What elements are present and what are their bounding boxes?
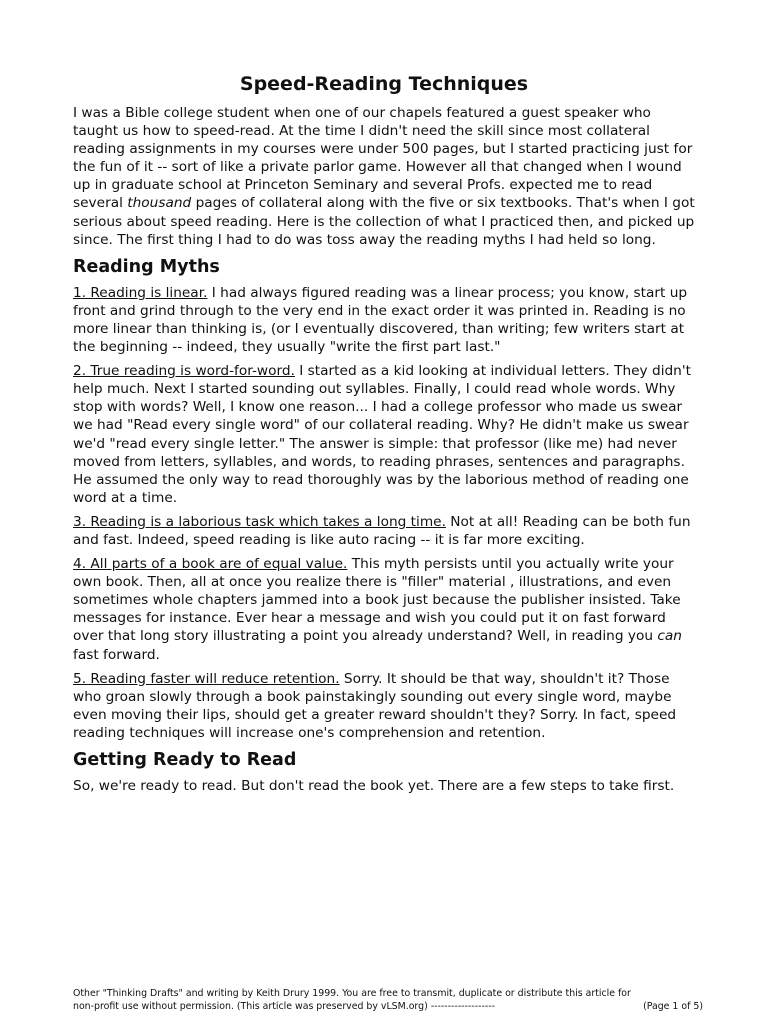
myth-1 (73, 284, 699, 356)
page-title: Speed-Reading Techniques (239, 73, 529, 95)
footer-line-2 (73, 1001, 703, 1014)
myth-2-text: I started as a kid looking at individual letters. They didn't help much. Next I started sounding out syllables. Finally, I could read whole words. Why stop with words? Well, I know one reason... I had a college professor who made us swear we had "Read every single word" of our collateral reading. Why? He didn't make us swear we'd "read every single letter." The answer is simple: that professor (like me) had never moved from letters, syllables, and words, to reading phrases, sentences and paragraphs. He assumed the only way to read thoroughly was by the laborious method of reading one word at a time. (73, 363, 691, 506)
myth-2 (73, 362, 699, 507)
intro-text-a: I was a Bible college student when one of our chapels featured a guest speaker who taught us how to speed-read. At the time I didn't need the skill since most collateral reading assignments in my courses were under 500 pages, but I started practicing just for the fun of it -- sort of like a private parlor game. However all that changed when I wound up in graduate school at Princeton Seminary and several Profs. expected me to read several (73, 105, 693, 212)
intro-text-b: pages of collateral along with the five or six textbooks. That's when I got serious about speed reading. Here is the collection of what I practiced then, and picked up since. The first thing I had to do was toss away the reading myths I had held so long. (73, 195, 695, 248)
myth-3 (73, 513, 699, 549)
footer-line-1: Other "Thinking Drafts" and writing by Keith Drury 1999. You are free to transmit, duplicate or distribute this article for (73, 988, 631, 999)
page-footer (73, 988, 703, 1013)
myth-5-label: 5. Reading faster will reduce retention. (73, 670, 340, 687)
myth-4-emphasis: can (657, 628, 682, 645)
article-body (73, 104, 699, 801)
section-heading-getting-ready: Getting Ready to Read (73, 750, 297, 770)
myth-4-label: 4. All parts of a book are of equal value. (73, 556, 348, 573)
myth-1-text: I had always figured reading was a linear process; you know, start up front and grind through to the very end in the exact order it was printed in. Reading is no more linear than thinking is, (or I eventually discovered, than writing; few writers start at the beginning -- indeed, they usually "write the first part last." (73, 284, 688, 356)
myth-4-tail: fast forward. (73, 646, 160, 663)
intro-emphasis: thousand (127, 195, 192, 212)
myth-3-text: Not at all! Reading can be both fun and fast. Indeed, speed reading is like auto racing -- it is far more exciting. (73, 513, 691, 548)
page-number: (Page 1 of 5) (643, 1000, 703, 1012)
ready-paragraph: So, we're ready to read. But don't read the book yet. There are a few steps to take first. (73, 778, 675, 794)
myth-5 (73, 670, 699, 742)
myth-1-label: 1. Reading is linear. (73, 284, 208, 301)
intro-paragraph (73, 104, 699, 249)
myth-4-text: This myth persists until you actually write your own book. Then, all at once you realize there is "filler" material , illustrations, and even sometimes whole chapters jammed into a book just because the publisher insisted. Take messages for instance. Ever hear a message and wish you could put it on fast forward over that long story illustrating a point you already understand? Well, in reading you (73, 556, 681, 645)
myth-4 (73, 555, 699, 664)
myth-3-label: 3. Reading is a laborious task which takes a long time. (73, 513, 446, 530)
myth-2-label: 2. True reading is word-for-word. (73, 363, 295, 380)
section-heading-reading-myths: Reading Myths (73, 256, 220, 277)
myth-5-text: Sorry. It should be that way, shouldn't it? Those who groan slowly through a book painstakingly sounding out every single word, maybe even moving their lips, should get a greater reward shouldn't they? Sorry. In fact, speed reading techniques will increase one's comprehension and retention. (73, 670, 677, 741)
footer-line-2-text: non-profit use without permission. (This article was preserved by vLSM.org) ------------------- (73, 1000, 495, 1012)
